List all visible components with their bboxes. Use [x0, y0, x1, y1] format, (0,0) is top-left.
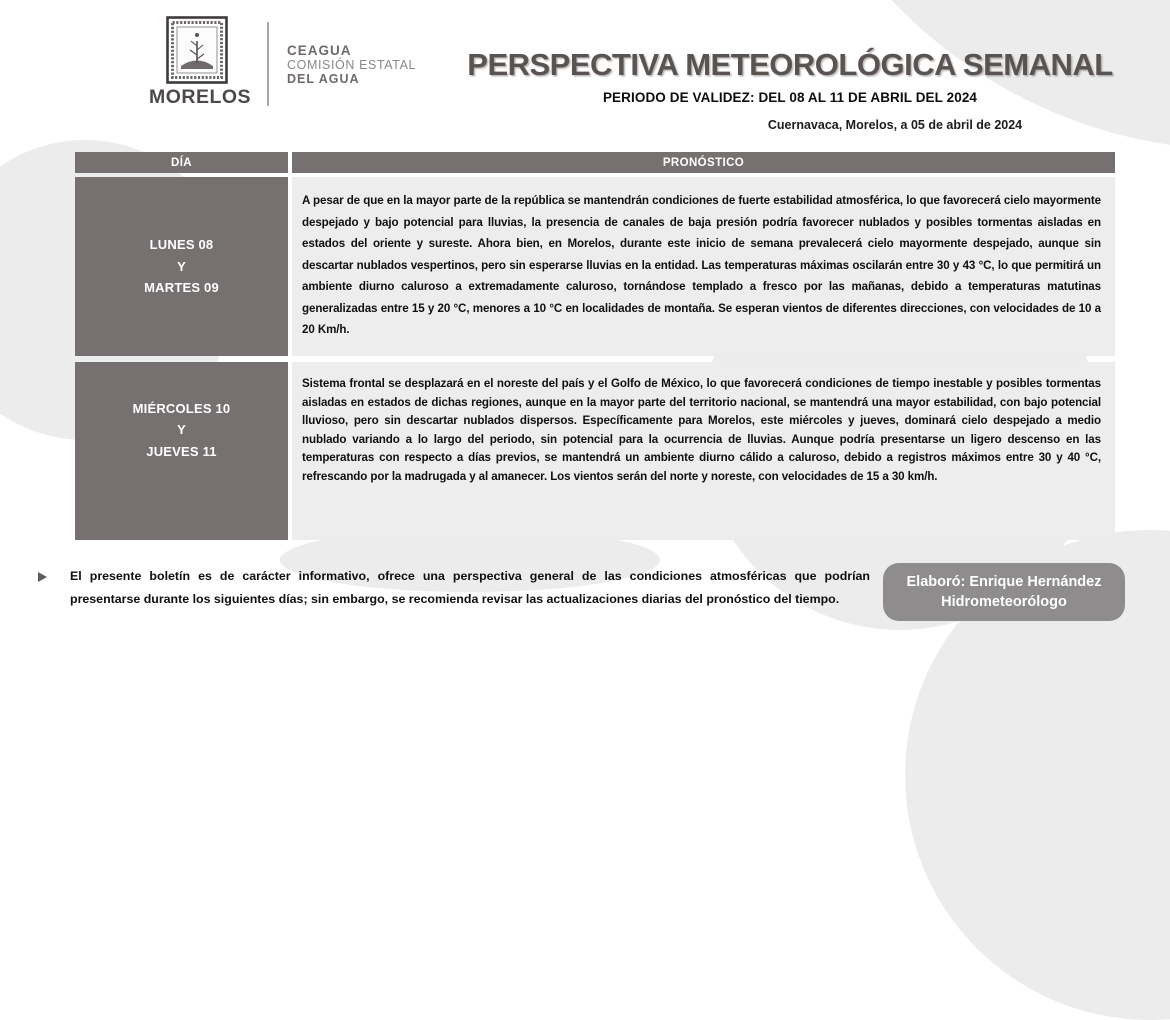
day-cell-monday-tuesday [75, 177, 288, 356]
masthead-divider [267, 22, 269, 106]
morelos-crest-icon [166, 16, 228, 92]
disclaimer-note: El presente boletín es de carácter informativo, ofrece una perspectiva general de las condiciones atmosféricas que podrían presentarse durante los siguientes días; sin embargo, se recomienda revisar las actualizaciones diarias del pronóstico del tiempo. [70, 569, 870, 606]
day-line: MIÉRCOLES 10 [132, 400, 231, 416]
day-cell-wednesday-thursday [75, 362, 288, 540]
day-line: JUEVES 11 [146, 443, 217, 459]
bullet-triangle-icon [38, 572, 47, 582]
credit-role: Hidrometeorólogo [941, 594, 1067, 610]
forecast-cell-wednesday-thursday [292, 362, 1115, 540]
agency-line2: DEL AGUA [287, 72, 360, 86]
dateline: Cuernavaca, Morelos, a 05 de abril de 2024 [767, 118, 1023, 132]
day-line: Y [177, 422, 186, 438]
forecast-table [75, 152, 1115, 540]
agency-block [287, 44, 416, 86]
forecast-text: A pesar de que en la mayor parte de la república se mantendrán condiciones de fuerte estabilidad atmosférica, lo que favorecerá cielo mayormente despejado y bajo potencial para lluvias, la presencia de canales de baja presión podría favorecer nublados y posibles tormentas aisladas en estados del oriente y sureste. Ahora bien, en Morelos, durante este inicio de semana prevalecerá cielo mayormente despejado, aunque sin descartar nublados vespertinos, pero sin esperarse lluvias en la entidad. Las temperaturas máximas oscilarán entre 30 y 43 °C, lo que permitirá un ambiente diurno caluroso a extremadamente caluroso, tornándose templado a fresco por las mañanas, debido a temperaturas matutinas generalizadas entre 15 y 20 °C, menores a 10 °C en localidades de montaña. Se esperan vientos de diferentes direcciones, con velocidades de 10 a 20 Km/h. [302, 194, 1101, 336]
page-title: PERSPECTIVA METEOROLÓGICA SEMANAL [467, 47, 1113, 82]
author-credit-badge [883, 563, 1125, 621]
forecast-cell-monday-tuesday [292, 177, 1115, 356]
credit-author: Elaboró: Enrique Hernández [906, 574, 1102, 590]
agency-name: CEAGUA [287, 43, 352, 58]
day-line: MARTES 09 [144, 280, 219, 296]
column-header-forecast: PRONÓSTICO [292, 152, 1115, 173]
validity-period: PERIODO DE VALIDEZ: DEL 08 AL 11 DE ABRIL DEL 2024 [602, 90, 978, 105]
column-header-day: DÍA [75, 152, 288, 173]
day-line: LUNES 08 [149, 237, 214, 253]
agency-line1: COMISIÓN ESTATAL [287, 58, 417, 72]
day-line: Y [177, 258, 186, 274]
state-name-label: MORELOS [148, 86, 252, 108]
forecast-text: Sistema frontal se desplazará en el noreste del país y el Golfo de México, lo que favorecerá condiciones de tiempo inestable y posibles tormentas aisladas en estados de dichas regiones, aunque en la mayor parte del territorio nacional, se mantendrá una mayor estabilidad, con bajo potencial lluvioso, pero sin descartar nublados dispersos. Específicamente para Morelos, este miércoles y jueves, dominará cielo despejado a medio nublado variando a lo largo del periodo, sin potencial para la ocurrencia de lluvias. Aunque podría presentarse un ligero descenso en las temperaturas con respecto a días previos, se mantendrá un ambiente diurno cálido a caluroso, debido a registros máximos entre 30 y 40 °C, refrescando por la madrugada y al amanecer. Los vientos serán del norte y noreste, con velocidades de 15 a 30 km/h. [302, 377, 1101, 483]
